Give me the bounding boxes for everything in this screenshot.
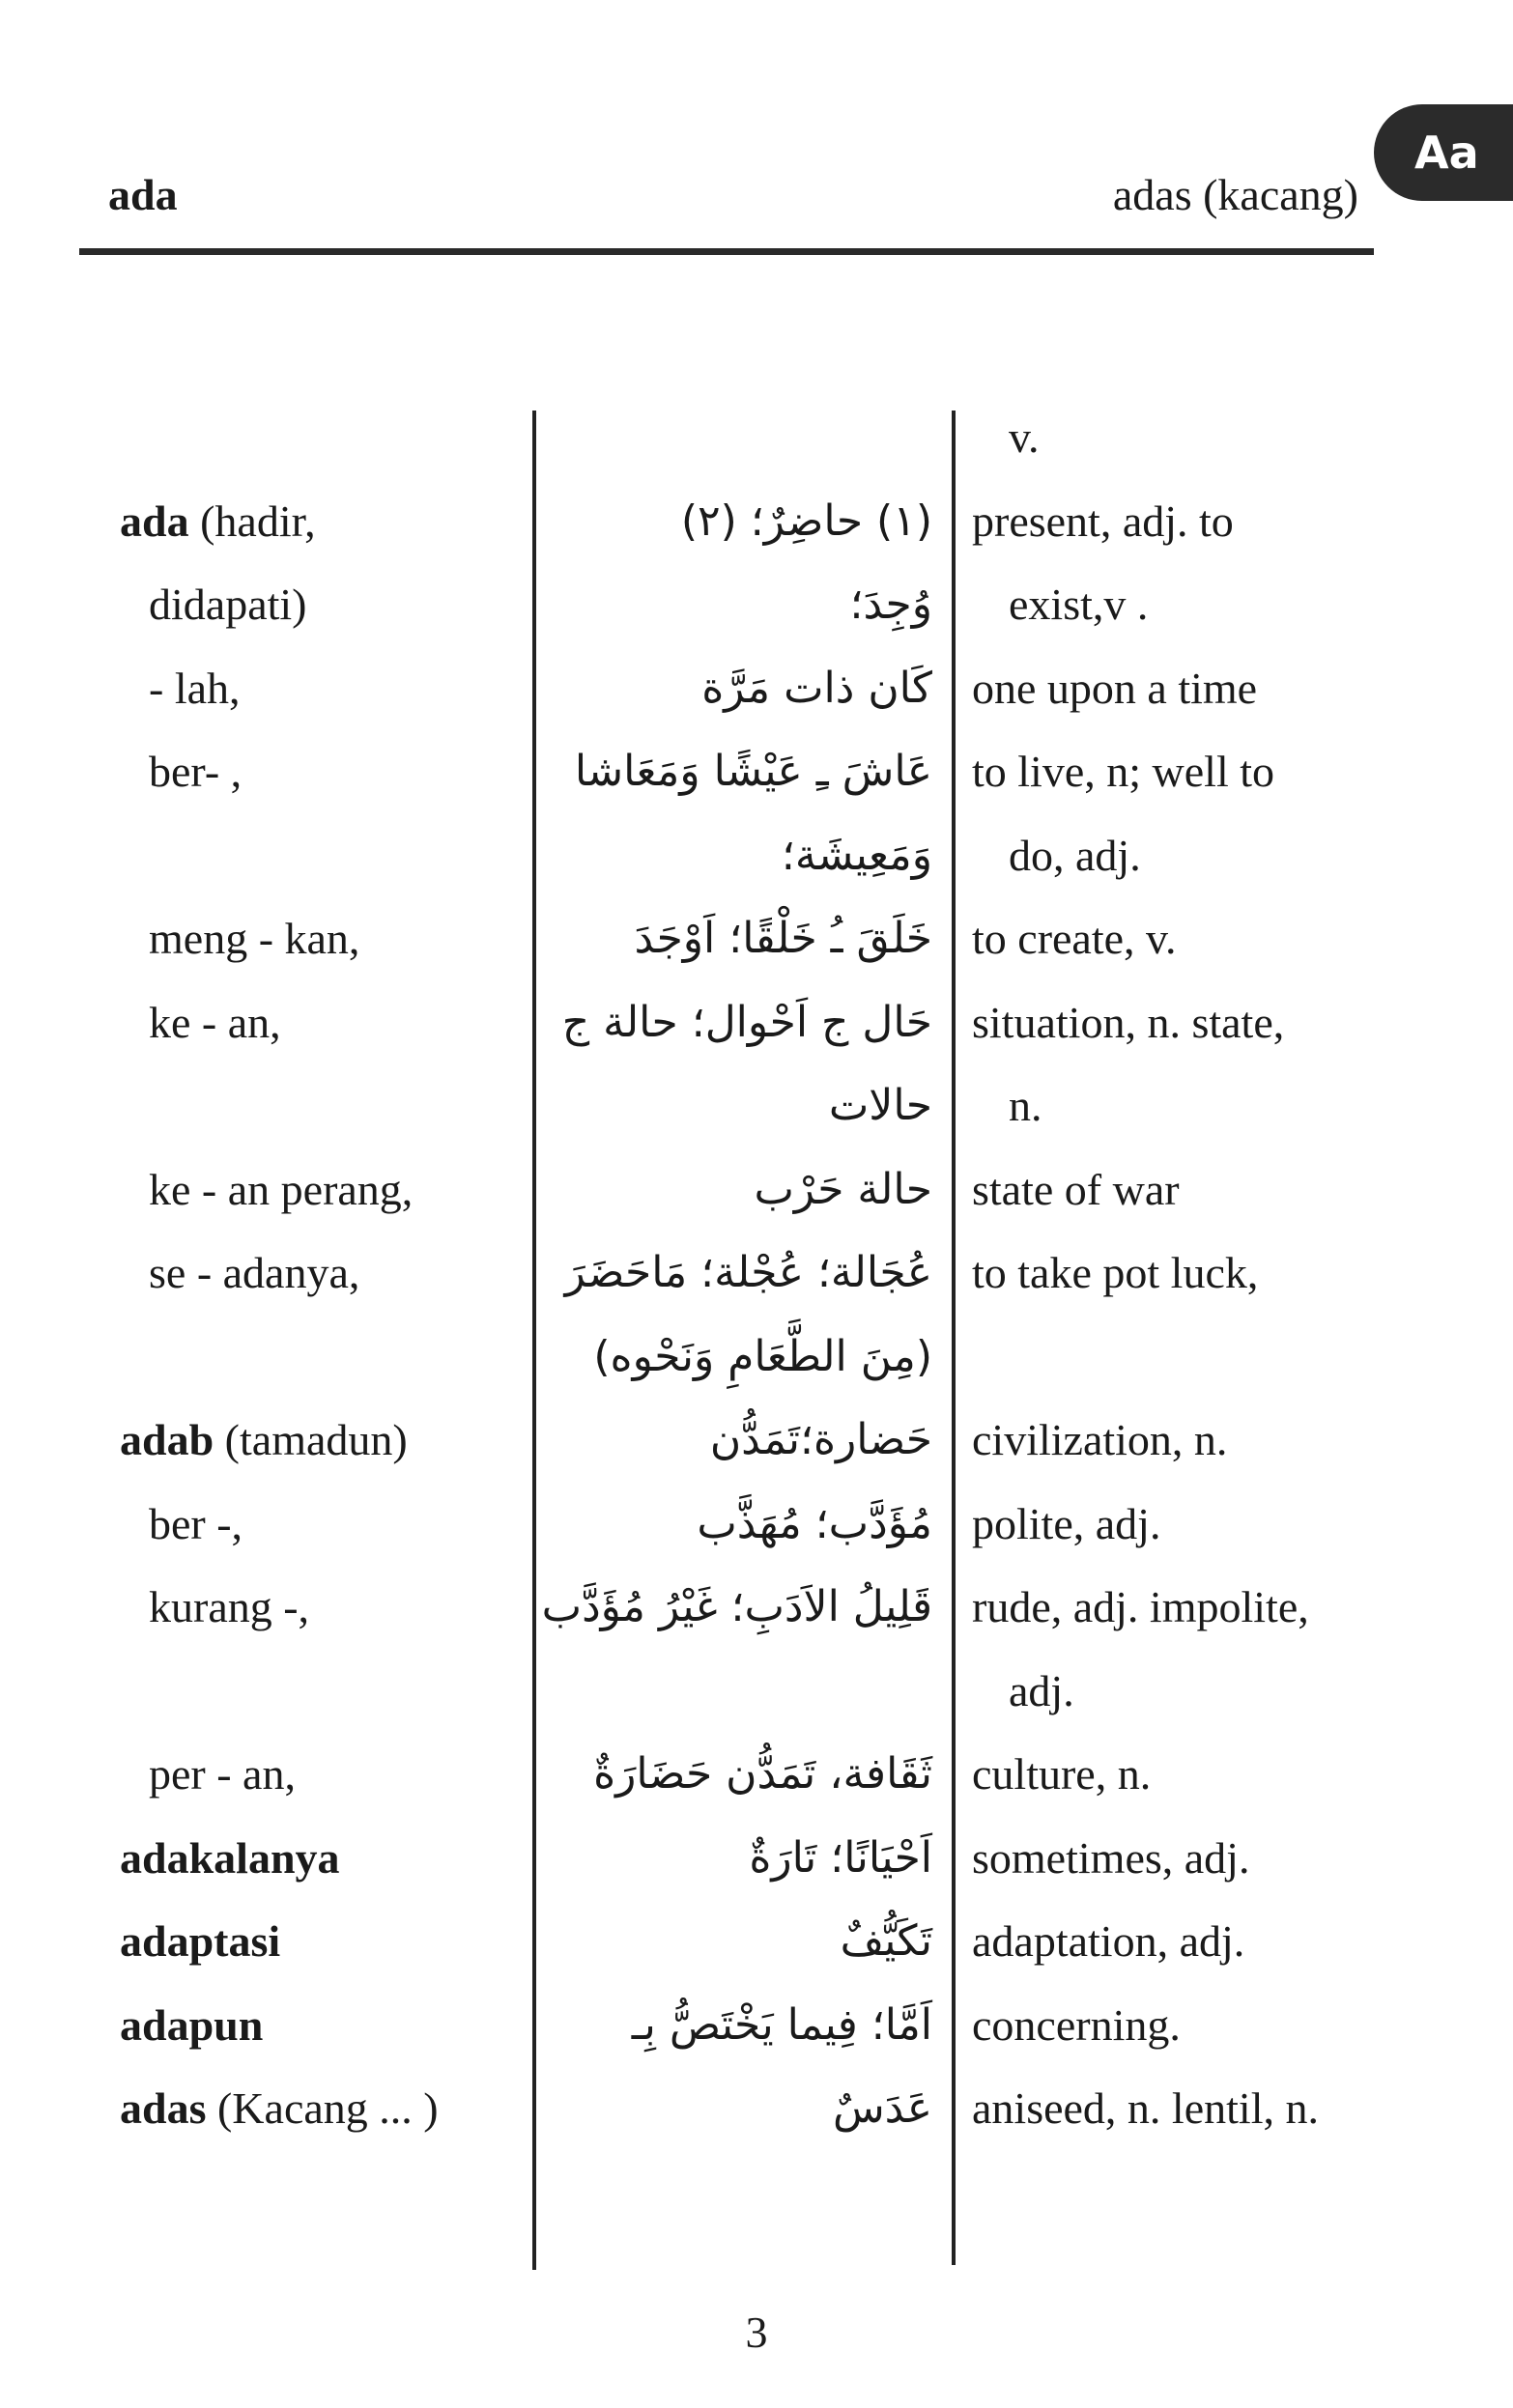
term-detail: ke - an, (149, 998, 281, 1047)
arabic-translation: عَدَسٌ (832, 2083, 932, 2133)
arabic-translation: (١) حاضِرٌ؛ (٢) (680, 496, 932, 546)
guide-word-right: adas (kacang) (1112, 170, 1358, 219)
term-detail: kurang -, (149, 1582, 310, 1631)
term-detail: se - adanya, (149, 1248, 360, 1297)
arabic-translation: كَان ذات مَرَّة (701, 664, 932, 713)
arabic-translation: حالة حَرْب (754, 1165, 932, 1214)
arabic-translation: تَكَيُّفٌ (840, 1916, 932, 1966)
arabic-translation: وَمَعِيشَة؛ (781, 831, 932, 880)
arabic-translation: عُجَالة؛ عُجْلة؛ مَاحَضَرَ (564, 1248, 932, 1297)
arabic-translation: وُجِدَ؛ (849, 580, 932, 629)
guide-word-left: ada (108, 170, 178, 219)
arabic-translation: مُؤَدَّب؛ مُهَذَّب (697, 1499, 932, 1548)
arabic-translation (541, 396, 932, 479)
english-translation: adj. (1009, 1666, 1074, 1715)
term-detail: meng - kan, (149, 914, 360, 963)
english-translation: rude, adj. impolite, (972, 1582, 1309, 1631)
english-translation: do, adj. (1009, 831, 1141, 880)
english-translation: adaptation, adj. (972, 1916, 1245, 1966)
english-translation: culture, n. (972, 1749, 1152, 1799)
english-translation (972, 1316, 1508, 1399)
term-detail: ber- , (149, 747, 243, 796)
headword: ada (120, 496, 189, 546)
english-translation: concerning. (972, 2000, 1181, 2050)
english-translation: exist,v . (1009, 580, 1149, 629)
arabic-translation: حَال ج اَحْوال؛ حالة ج (561, 998, 932, 1047)
headword: adab (120, 1415, 214, 1464)
english-translation: to create, v. (972, 914, 1177, 963)
english-translation: v. (1009, 412, 1040, 462)
arabic-translation: عَاشَ ـِ عَيْشًا وَمَعَاشا (574, 747, 932, 796)
term-detail: (hadir, (188, 496, 316, 546)
english-translation: situation, n. state, (972, 998, 1285, 1047)
english-translation: polite, adj. (972, 1499, 1161, 1548)
english-translation: to take pot luck, (972, 1248, 1259, 1297)
english-translation: to live, n; well to (972, 747, 1275, 796)
arabic-translation: اَحْيَانًا؛ تَارَةٌ (749, 1833, 932, 1883)
term-detail: ke - an perang, (149, 1165, 414, 1214)
term-detail: per - an, (149, 1749, 296, 1799)
arabic-translation: حالات (828, 1081, 932, 1130)
arabic-translation: حَضارة؛تَمَدُّن (709, 1415, 932, 1464)
arabic-translation (541, 1650, 932, 1733)
headword: adakalanya (120, 1833, 340, 1883)
term-detail: (tamadun) (214, 1415, 408, 1464)
english-translation: present, adj. to (972, 496, 1234, 546)
term-detail: - lah, (149, 664, 241, 713)
arabic-translation: قَلِيلُ الاَدَبِ؛ غَيْرُ مُؤَدَّب (541, 1582, 932, 1631)
page-number: 3 (745, 2308, 768, 2357)
english-translation: n. (1009, 1081, 1042, 1130)
arabic-translation: ثَقَافة، تَمَدُّن حَضَارَةٌ (593, 1749, 932, 1799)
header-rule (79, 248, 1374, 255)
term-detail: (Kacang ... ) (206, 2083, 439, 2133)
headword: adaptasi (120, 1916, 281, 1966)
arabic-translation: اَمَّا؛ فِيما يَخْتَصُّ بِـ (631, 2000, 932, 2050)
column-divider-right (952, 411, 956, 2265)
headword: adas (120, 2083, 207, 2133)
arabic-translation: (مِنَ الطَّعَامِ وَنَحْوه) (593, 1332, 932, 1381)
arabic-translation: خَلَقَ ـُ خَلْقًا؛ اَوْجَدَ (634, 914, 932, 963)
section-tab: Aa (1374, 104, 1513, 201)
term-detail: ber -, (149, 1499, 243, 1548)
term-detail: didapati) (149, 580, 307, 629)
english-translation: sometimes, adj. (972, 1833, 1250, 1883)
english-translation: one upon a time (972, 664, 1258, 713)
english-translation: civilization, n. (972, 1415, 1228, 1464)
headword: adapun (120, 2000, 264, 2050)
english-translation: aniseed, n. lentil, n. (972, 2083, 1319, 2133)
english-translation: state of war (972, 1165, 1180, 1214)
